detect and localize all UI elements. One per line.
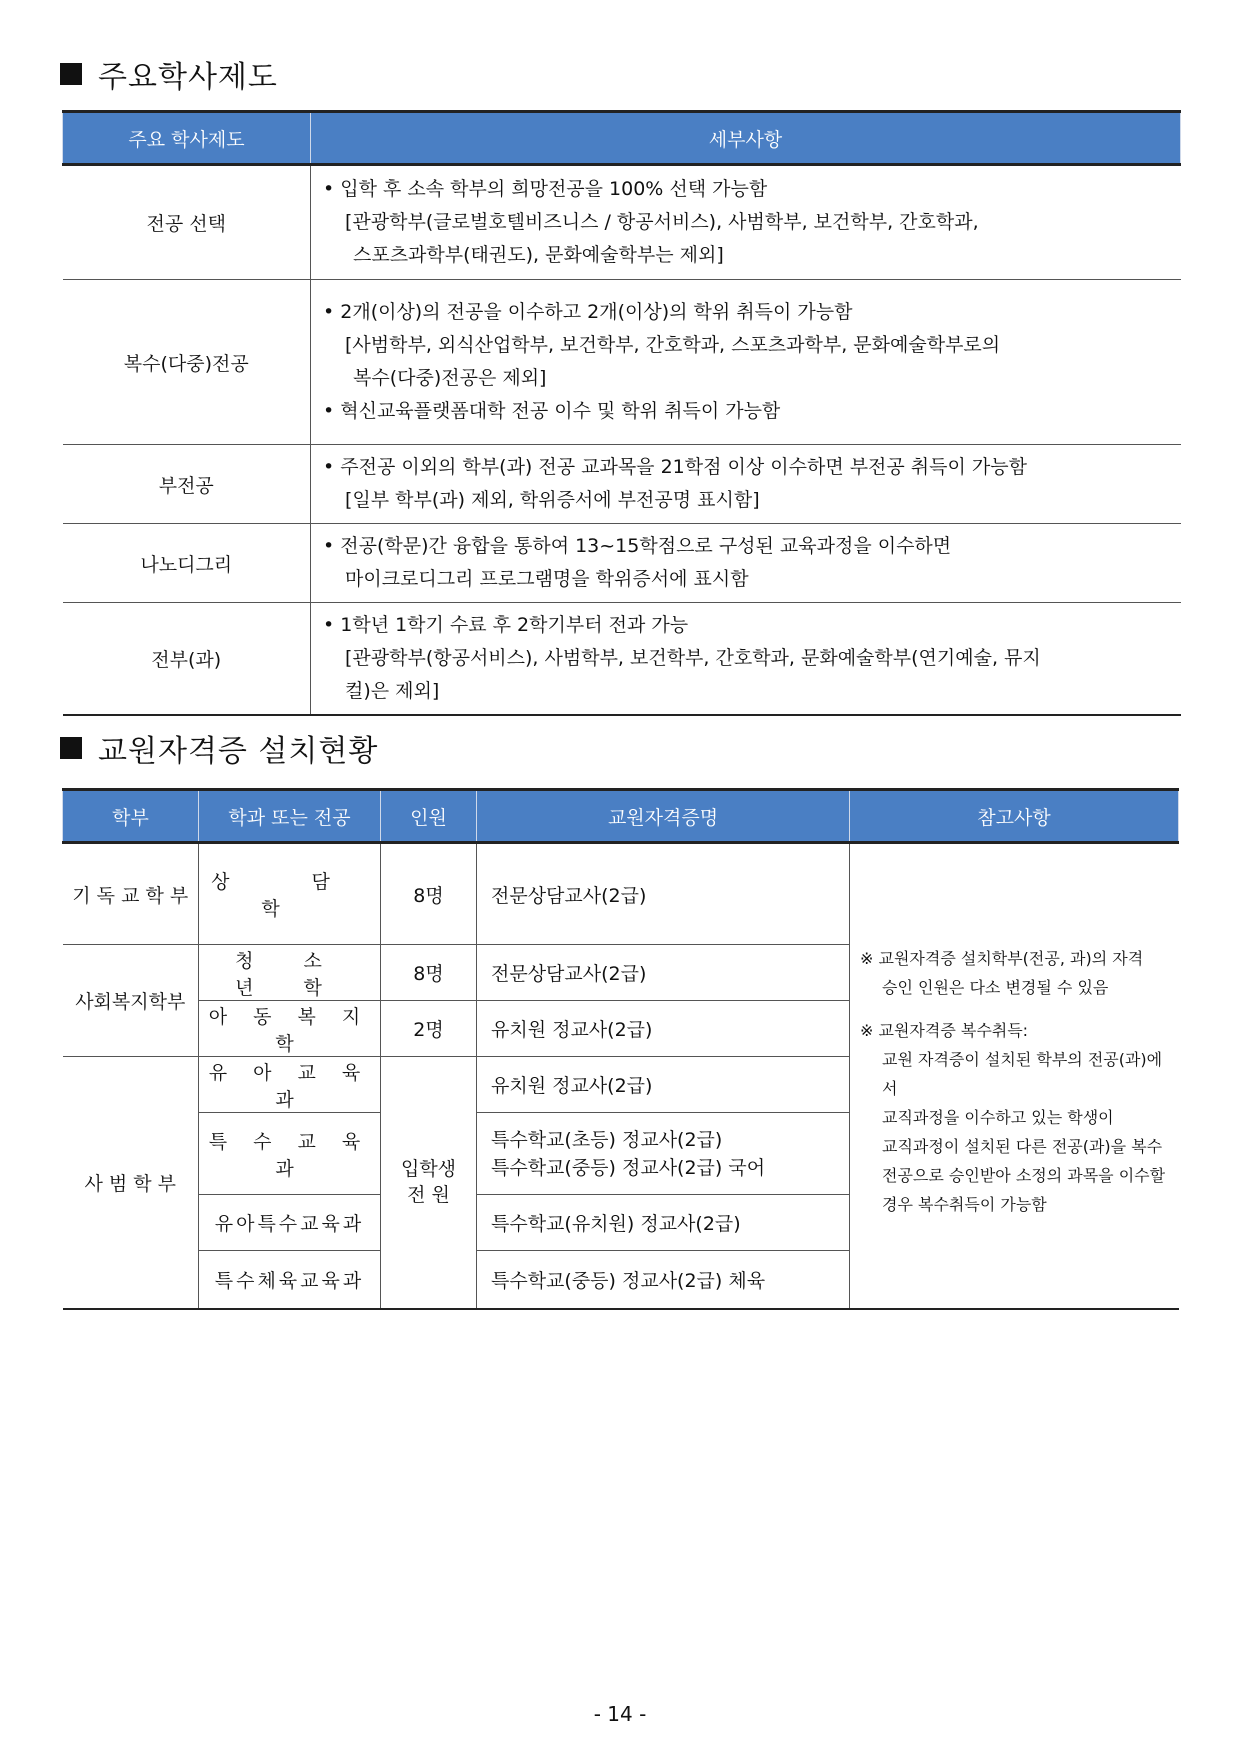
header-certificate: 교원자격증명 [477, 790, 850, 843]
header-count: 인원 [381, 790, 477, 843]
department-cell: 사회복지학부 [63, 945, 199, 1057]
department-cell: 기 독 교 학 부 [63, 843, 199, 945]
department-cell: 사 범 학 부 [63, 1057, 199, 1309]
note-line: 교직과정이 설치된 다른 전공(과)을 복수 [882, 1137, 1163, 1156]
row-detail [311, 165, 1181, 280]
major-cell: 아 동 복 지 학 [199, 1001, 381, 1057]
detail-line: • 혁신교육플랫폼대학 전공 이수 및 학위 취득이 가능함 [323, 400, 781, 422]
row-detail [311, 603, 1181, 716]
detail-line: 스포츠과학부(태권도), 문화예술학부는 제외] [353, 244, 724, 266]
section-title-text: 주요학사제도 [98, 60, 278, 95]
section-title-text: 교원자격증 설치현황 [98, 734, 379, 769]
header-academic-system: 주요 학사제도 [63, 112, 311, 165]
note-line: 교원 자격증이 설치된 학부의 전공(과)에서 [882, 1050, 1163, 1098]
detail-line: 컬)은 제외] [345, 680, 440, 702]
header-details: 세부사항 [311, 112, 1181, 165]
count-cell: 8명 [381, 945, 477, 1001]
certificate-line: 특수학교(중등) 정교사(2급) 국어 [491, 1156, 766, 1179]
row-detail [311, 524, 1181, 603]
certificate-cell: 전문상담교사(2급) [477, 843, 850, 945]
certificate-cell: 유치원 정교사(2급) [477, 1057, 850, 1113]
square-bullet-icon [60, 63, 82, 85]
detail-line: • 2개(이상)의 전공을 이수하고 2개(이상)의 학위 취득이 가능함 [323, 301, 853, 323]
table-row [63, 280, 1181, 445]
detail-line: [사범학부, 외식산업학부, 보건학부, 간호학과, 스포츠과학부, 문화예술학부로의 [345, 334, 1001, 356]
teacher-certificate-table [62, 788, 1179, 1310]
detail-line: [일부 학부(과) 제외, 학위증서에 부전공명 표시함] [345, 489, 760, 511]
row-label: 나노디그리 [63, 524, 311, 603]
count-line: 입학생 [400, 1158, 457, 1181]
certificate-cell: 전문상담교사(2급) [477, 945, 850, 1001]
certificate-cell [477, 1113, 850, 1195]
major-cell: 특 수 교 육 과 [199, 1113, 381, 1195]
notes-cell [850, 843, 1179, 1309]
row-detail [311, 445, 1181, 524]
major-cell: 특수체육교육과 [199, 1251, 381, 1309]
certificate-cell: 특수학교(유치원) 정교사(2급) [477, 1195, 850, 1251]
row-label: 부전공 [63, 445, 311, 524]
major-cell: 유아특수교육과 [199, 1195, 381, 1251]
count-line: 전 원 [407, 1184, 450, 1207]
note-line: 교직과정을 이수하고 있는 학생이 [882, 1108, 1114, 1127]
major-cell: 상 담 학 [199, 843, 381, 945]
note-line: ※ 교원자격증 복수취득: [860, 1021, 1029, 1040]
detail-line: • 입학 후 소속 학부의 희망전공을 100% 선택 가능함 [323, 178, 768, 200]
detail-line: 복수(다중)전공은 제외] [353, 367, 547, 389]
table-row [63, 524, 1181, 603]
major-cell: 유 아 교 육 과 [199, 1057, 381, 1113]
detail-line: [관광학부(항공서비스), 사범학부, 보건학부, 간호학과, 문화예술학부(연기예술, 뮤지 [345, 647, 1041, 669]
detail-line: • 1학년 1학기 수료 후 2학기부터 전과 가능 [323, 614, 689, 636]
row-detail [311, 280, 1181, 445]
certificate-cell: 특수학교(중등) 정교사(2급) 체육 [477, 1251, 850, 1309]
count-cell [381, 1057, 477, 1309]
detail-line: • 주전공 이외의 학부(과) 전공 교과목을 21학점 이상 이수하면 부전공 취득이 가능함 [323, 456, 1027, 478]
table-row [63, 603, 1181, 716]
row-label: 복수(다중)전공 [63, 280, 311, 445]
note-line: 전공으로 승인받아 소정의 과목을 이수할 [882, 1166, 1166, 1185]
note-line: 경우 복수취득이 가능함 [882, 1195, 1047, 1214]
header-notes: 참고사항 [850, 790, 1179, 843]
section-title-teacher-certificate [60, 726, 378, 770]
row-label: 전부(과) [63, 603, 311, 716]
count-cell: 8명 [381, 843, 477, 945]
table-row [63, 165, 1181, 280]
note-line: ※ 교원자격증 설치학부(전공, 과)의 자격 [860, 949, 1144, 968]
note-line [860, 1002, 1173, 1016]
major-cell: 청 소 년 학 [199, 945, 381, 1001]
certificate-cell: 유치원 정교사(2급) [477, 1001, 850, 1057]
certificate-line: 특수학교(초등) 정교사(2급) [491, 1128, 723, 1151]
detail-line: • 전공(학문)간 융합을 통하여 13~15학점으로 구성된 교육과정을 이수하면 [323, 535, 952, 557]
page-number: - 14 - [593, 1702, 647, 1726]
academic-system-table [62, 110, 1181, 716]
section-title-academic-system [60, 52, 278, 96]
square-bullet-icon [60, 737, 82, 759]
table-row [63, 843, 1179, 945]
header-major: 학과 또는 전공 [199, 790, 381, 843]
detail-line: 마이크로디그리 프로그램명을 학위증서에 표시함 [345, 568, 749, 590]
table-row [63, 445, 1181, 524]
row-label: 전공 선택 [63, 165, 311, 280]
detail-line: [관광학부(글로벌호텔비즈니스 / 항공서비스), 사범학부, 보건학부, 간호학과, [345, 211, 979, 233]
count-cell: 2명 [381, 1001, 477, 1057]
note-line: 승인 인원은 다소 변경될 수 있음 [882, 978, 1109, 997]
header-department: 학부 [63, 790, 199, 843]
